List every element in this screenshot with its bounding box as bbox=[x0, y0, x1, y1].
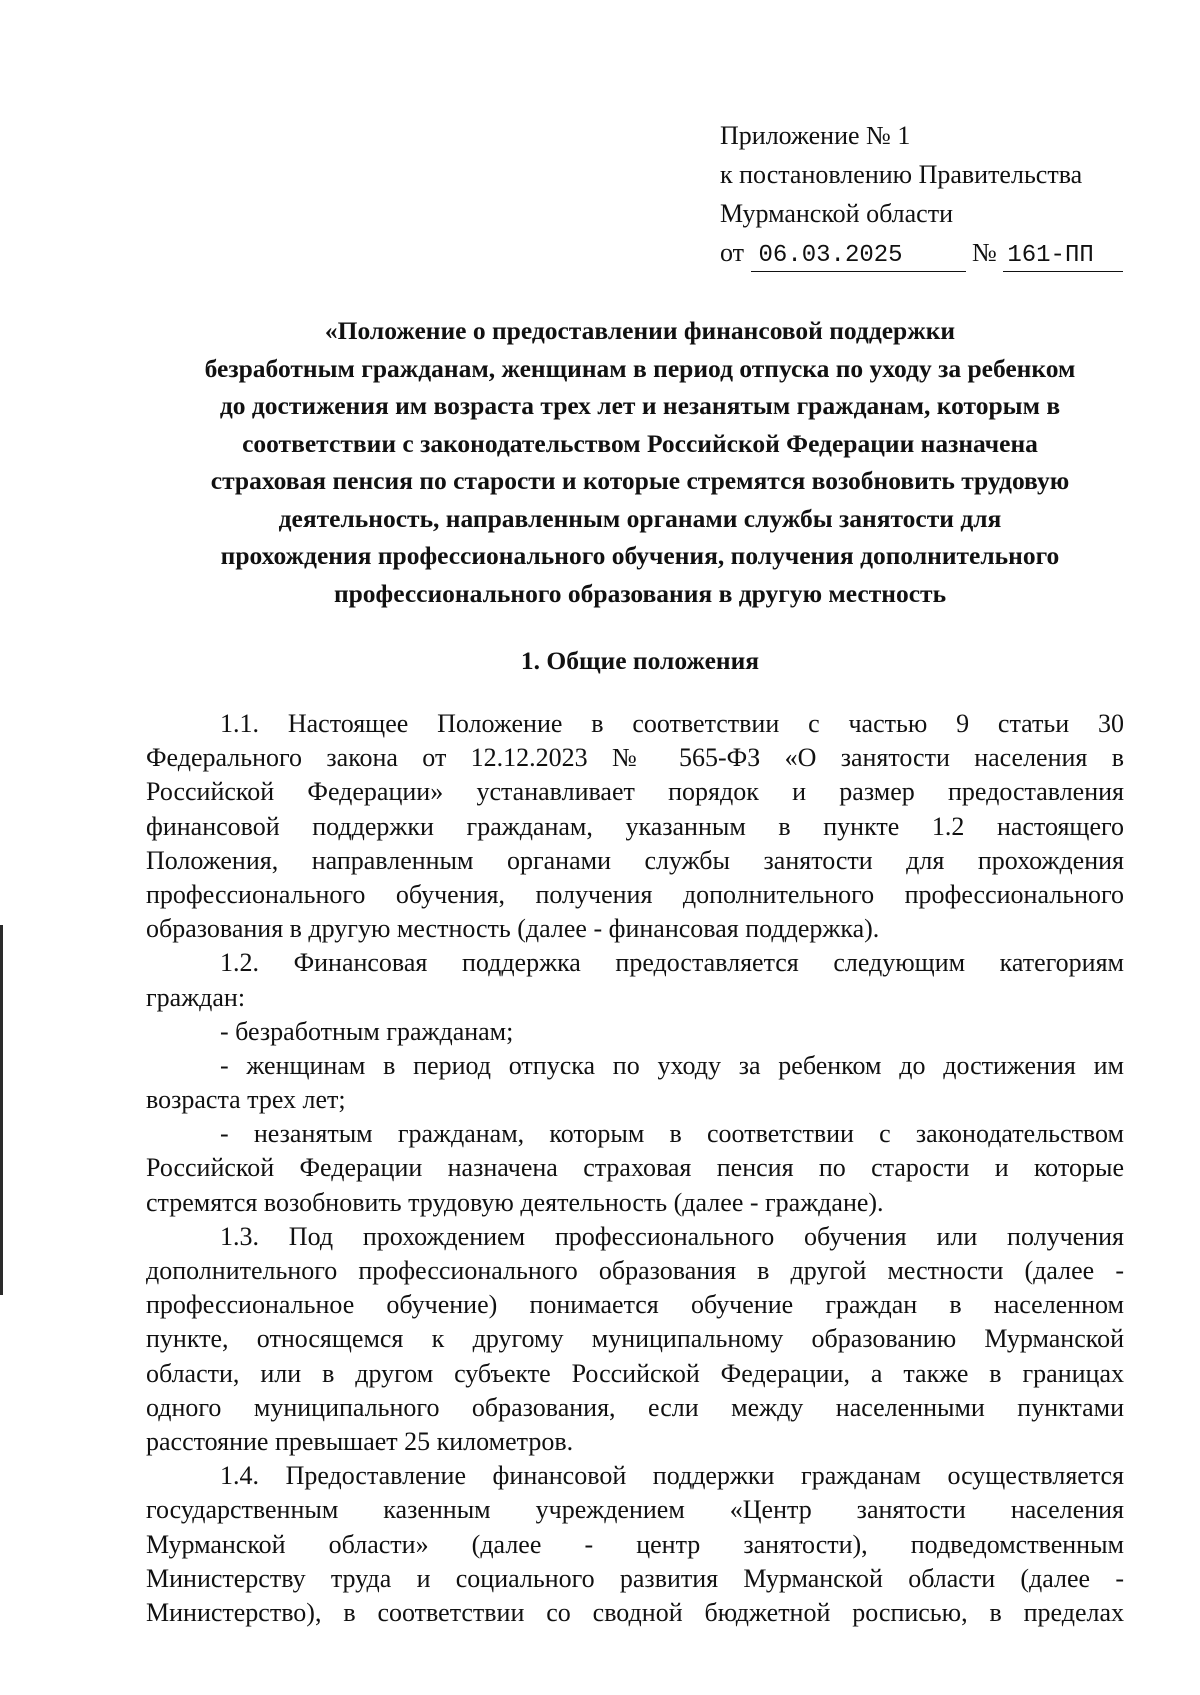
scan-edge-mark bbox=[0, 925, 3, 1295]
title-line: «Положение о предоставлении финансовой поддержки bbox=[324, 316, 956, 345]
document-date: 06.03.2025 bbox=[751, 241, 966, 272]
title-line: соответствии с законодательством Российской Федерации назначена bbox=[242, 428, 1038, 458]
list-item: - женщинам в период отпуска по уходу за ребенком до достижения им bbox=[220, 1050, 1124, 1080]
appendix-number: Приложение № 1 bbox=[720, 121, 911, 150]
text-line: расстояние превышает 25 километров. bbox=[146, 1426, 574, 1456]
text-line: одного муниципального образования, если между населенными пунктами bbox=[146, 1392, 1124, 1422]
title-line: прохождения профессионального обучения, получения дополнительного bbox=[220, 541, 1060, 570]
text-line: Федерального закона от 12.12.2023 № 565-ФЗ «О занятости населения в bbox=[146, 743, 1124, 773]
section-body bbox=[146, 707, 1124, 1630]
text-line: стремятся возобновить трудовую деятельность (далее - граждане). bbox=[146, 1187, 884, 1217]
text-line: профессиональное обучение) понимается обучение граждан в населенном bbox=[146, 1290, 1124, 1320]
text-line: Мурманской области» (далее - центр занятости), подведомственным bbox=[146, 1529, 1124, 1559]
text-line: 1.2. Финансовая поддержка предоставляется следующим категориям bbox=[220, 948, 1124, 978]
text-line: Министерство), в соответствии со сводной бюджетной росписью, в пределах bbox=[146, 1597, 1124, 1627]
text-line: возраста трех лет; bbox=[146, 1085, 346, 1115]
text-line: образования в другую местность (далее - финансовая поддержка). bbox=[146, 914, 880, 944]
text-line: граждан: bbox=[146, 982, 246, 1012]
appendix-date-line bbox=[720, 233, 1123, 272]
number-prefix: № bbox=[972, 238, 997, 267]
title-line: страховая пенсия по старости и которые стремятся возобновить трудовую bbox=[210, 466, 1070, 495]
document-number: 161-ПП bbox=[1003, 241, 1123, 272]
text-line: пункте, относящемся к другому муниципальному образованию Мурманской bbox=[146, 1324, 1124, 1354]
text-line: Российской Федерации назначена страховая пенсия по старости и которые bbox=[146, 1153, 1124, 1183]
text-line: Российской Федерации» устанавливает порядок и размер предоставления bbox=[146, 777, 1124, 807]
date-prefix: от bbox=[720, 238, 745, 267]
title-line: безработным гражданам, женщинам в период отпуска по уходу за ребенком bbox=[204, 353, 1076, 383]
title-line: деятельность, направленным органами службы занятости для bbox=[278, 503, 1002, 533]
text-line: профессионального обучения, получения дополнительного профессионального bbox=[146, 879, 1124, 909]
text-line: области, или в другом субъекте Российской Федерации, а также в границах bbox=[146, 1358, 1124, 1388]
text-line: 1.3. Под прохождением профессионального обучения или получения bbox=[220, 1221, 1124, 1251]
text-line: Положения, направленным органами службы занятости для прохождения bbox=[146, 845, 1124, 875]
list-item: - безработным гражданам; bbox=[220, 1016, 514, 1046]
text-line: дополнительного профессионального образования в другой местности (далее - bbox=[146, 1256, 1124, 1285]
appendix-header bbox=[720, 116, 1123, 272]
appendix-resolution: к постановлению Правительства bbox=[720, 160, 1083, 189]
text-line: 1.1. Настоящее Положение в соответствии с частью 9 статьи 30 bbox=[220, 709, 1124, 738]
section-heading: 1. Общие положения bbox=[520, 646, 760, 675]
text-line: 1.4. Предоставление финансовой поддержки гражданам осуществляется bbox=[220, 1461, 1124, 1491]
text-line: государственным казенным учреждением «Центр занятости населения bbox=[146, 1495, 1124, 1525]
document-title bbox=[140, 312, 1140, 612]
appendix-region: Мурманской области bbox=[720, 199, 953, 228]
text-line: финансовой поддержки гражданам, указанным в пункте 1.2 настоящего bbox=[146, 811, 1124, 841]
title-line: профессионального образования в другую местность bbox=[333, 578, 947, 608]
title-line: до достижения им возраста трех лет и незанятым гражданам, которым в bbox=[219, 391, 1061, 420]
text-line: Министерству труда и социального развития Мурманской области (далее - bbox=[146, 1563, 1124, 1593]
list-item: - незанятым гражданам, которым в соответствии с законодательством bbox=[220, 1119, 1124, 1149]
